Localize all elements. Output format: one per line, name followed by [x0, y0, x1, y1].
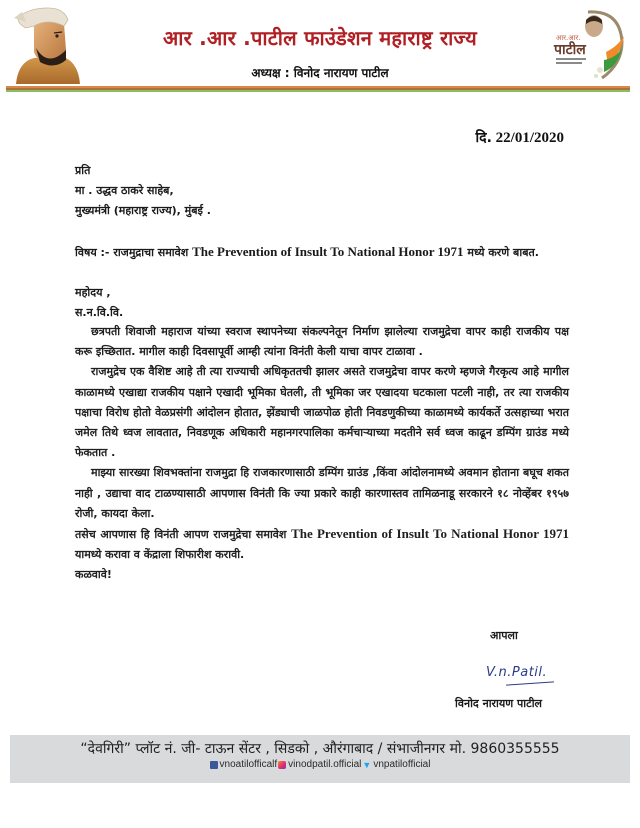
subject-english: The Prevention of Insult To National Honor 1971 — [192, 244, 464, 259]
recipient-name: मा . उद्धव ठाकरे साहेब, — [75, 184, 174, 197]
rr-patil-logo-icon — [548, 6, 630, 84]
salutation — [75, 283, 123, 323]
date-prefix: दि. — [475, 130, 492, 146]
request-paragraph — [75, 524, 569, 565]
closing: आपला — [490, 629, 518, 642]
signer-name: विनोद नारायण पाटील — [455, 697, 543, 710]
twitter-handle: vnpatilofficial — [373, 759, 431, 770]
paragraph: माझ्या सारख्या शिवभक्तांना राजमुद्रा हि राजकारणासाठी डम्पिंग ग्राउंड ,किंवा आंदोलनामध्ये अवमान होताना बघूच शकत नाही , उद्याचा वाद टाळण्यासाठी आपणास विनंती कि ज्या प्रकारे काही कारणास्तव तामिळनाडू सरकारने १८ नोव्हेंबर १९५७ रोजी, कायदा केला. — [75, 466, 569, 520]
request-english: The Prevention of Insult To National Honor 1971 — [291, 526, 569, 542]
facebook-handle: vnoatilofficalf — [219, 759, 278, 770]
signature: V.n.Patil. — [486, 665, 548, 680]
date-value: 22/01/2020 — [495, 130, 564, 146]
letter-body — [75, 322, 569, 586]
instagram-icon — [278, 761, 286, 769]
paragraph: छत्रपती शिवाजी महाराज यांच्या स्वराज स्थापनेच्या संकल्पनेतून निर्माण झालेल्या राजमुद्रेचा वापर काही राजकीय पक्ष करू इच्छितात. मागील काही दिवसापूर्वी आम्ही त्यांना विनंती केली याचा वापर टाळावा . — [75, 325, 569, 359]
signature-underline — [506, 681, 554, 685]
letter-date — [476, 128, 564, 147]
greeting-abbrev: स.न.वि.वि. — [75, 306, 124, 319]
recipient-to: प्रति — [75, 164, 91, 177]
svg-text:पाटील: पाटील — [554, 42, 586, 58]
subject-prefix: विषय :- राजमुद्राचा समावेश — [75, 246, 189, 259]
facebook-icon — [210, 761, 218, 769]
twitter-icon: ▼ — [362, 759, 372, 770]
recipient-block — [75, 161, 211, 221]
instagram-handle: vinodpatil.official — [288, 759, 362, 770]
footer-bar — [10, 735, 630, 783]
recipient-designation: मुख्यमंत्री (महाराष्ट्र राज्य), मुंबई . — [75, 204, 211, 217]
svg-text:आर.आर.: आर.आर. — [556, 34, 581, 42]
subject-line — [75, 244, 539, 260]
request-prefix: तसेच आपणास हि विनंती आपण राजमुद्रेचा समावेश — [75, 528, 287, 542]
sign-off: कळवावे! — [75, 568, 112, 582]
letterhead — [0, 0, 640, 100]
footer-address: “देवगिरी” प्लॉट नं. जी- टाऊन सेंटर , सिडको , औरंगाबाद / संभाजीनगर मो. 9860355555 — [80, 741, 560, 757]
request-suffix: यामध्ये करावा व केंद्राला शिफारीश करावी. — [75, 548, 245, 562]
social-handles — [10, 759, 630, 770]
shivaji-portrait-icon — [8, 4, 86, 84]
president-line: अध्यक्ष : विनोद नारायण पाटील — [251, 66, 389, 80]
subject-suffix: मध्ये करणे बाबत. — [467, 246, 539, 259]
tricolor-divider — [6, 86, 630, 92]
greeting: महोदय , — [75, 286, 111, 299]
paragraph: राजमुद्रेच एक वैशिष्ट आहे ती त्या राज्याची अधिकृततची झालर असते राजमुद्रेचा वापर करणे म्हणजे गैरकृत्य आहे मागील काळामध्ये एखाद्या राजकीय पक्षाने एखादी भूमिका घेतली, ती भूमिका जर एखादया घटकाला पटली नाही, तर त्या राजकीय पक्षाचा विरोध होतो वेळप्रसंगी आंदोलन होतात, झेंड्याची जाळपोळ होती निवडणुकीच्या काळामध्ये कार्यकर्ते उत्सहाच्या भरात जमेल तिथे ध्वज लावतात, निवडणूक अधिकारी महानगरपालिका कर्मचाऱ्याच्या मदतीने सर्व ध्वज काढून डम्पिंग ग्राउंड मध्ये फेकतात . — [75, 365, 569, 460]
organization-title: आर .आर .पाटील फाउंडेशन महाराष्ट्र राज्य — [163, 26, 477, 50]
